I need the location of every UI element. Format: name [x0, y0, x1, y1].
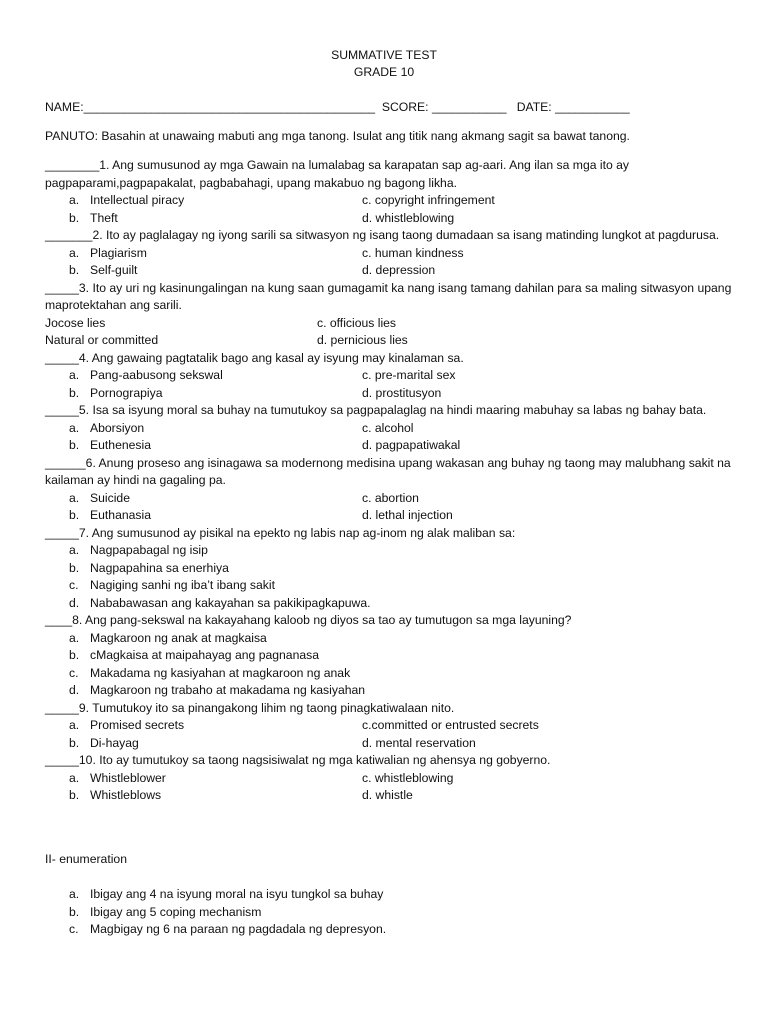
option-letter: a. [69, 630, 80, 645]
option-text: Plagiarism [90, 245, 147, 260]
item-text: Magbigay ng 6 na paraan ng pagdadala ng depresyon. [90, 922, 387, 936]
option-letter: a. [69, 543, 80, 557]
option-c[interactable] [362, 192, 662, 210]
name-field[interactable]: NAME:___________________________________________ [45, 100, 376, 114]
option-letter: b. [69, 560, 80, 575]
option-letter: b. [69, 788, 80, 802]
option-text: c. pre-marital sex [362, 368, 456, 382]
option-a[interactable] [45, 245, 362, 263]
option-b[interactable] [45, 507, 362, 525]
option-letter: a. [69, 718, 80, 732]
answer-options [45, 630, 735, 700]
option-b[interactable] [45, 647, 665, 665]
option-c[interactable] [362, 717, 662, 735]
option-d[interactable] [362, 507, 662, 525]
question-2 [45, 227, 735, 280]
option-letter: b. [69, 438, 80, 452]
option-text: Nagpapabagal ng isip [90, 543, 208, 557]
option-c[interactable] [45, 577, 665, 595]
score-field[interactable]: SCORE: ___________ [381, 100, 507, 114]
option-letter: a. [69, 420, 80, 435]
option-text: c. alcohol [362, 420, 414, 435]
option-d[interactable] [45, 682, 665, 700]
question-text: _____3. Ito ay uri ng kasinungalingan na kung saan gumagamit ka nang isang tamang dahilan para sa maling sitwasyon upang maprotektahan ang sarili. [45, 280, 732, 312]
option-letter: a. [69, 770, 80, 785]
option-a[interactable] [45, 490, 362, 508]
option-text: Suicide [90, 490, 130, 505]
option-text: Promised secrets [90, 718, 185, 732]
option-letter: a. [69, 490, 80, 505]
item-text: Ibigay ang 5 coping mechanism [90, 904, 262, 919]
option-letter: b. [69, 648, 80, 662]
question-text: _____7. Ang sumusunod ay pisikal na epekto ng labis nap ag-inom ng alak maliban sa: [45, 525, 516, 540]
option-d[interactable] [362, 735, 662, 753]
option-text: cMagkaisa at maipahayag ang pagnanasa [90, 648, 320, 662]
question-4 [45, 350, 735, 403]
option-text: Di-hayag [90, 735, 139, 750]
question-text: ______6. Anung proseso ang isinagawa sa modernong medisina upang wakasan ang buhay ng taong may malubhang sakit na kailaman ay hindi na gagaling pa. [45, 455, 731, 487]
enumeration-item [69, 921, 729, 939]
question-1 [45, 157, 735, 227]
question-text: _____10. Ito ay tumutukoy sa taong nagsisiwalat ng mga katiwalian ng ahensya ng gobyerno. [45, 753, 551, 767]
option-b[interactable] [45, 787, 362, 805]
question-text: _____5. Isa sa isyung moral sa buhay na tumutukoy sa pagpapalaglag na hindi maaring mabuhay sa labas ng bahay bata. [45, 403, 707, 417]
option-letter: a. [69, 368, 80, 382]
option-letter: b. [69, 508, 80, 522]
option-c[interactable] [45, 665, 665, 683]
option-a[interactable] [45, 630, 665, 648]
option-text: d. lethal injection [362, 508, 453, 522]
option-letter: a. [69, 245, 80, 260]
question-9 [45, 700, 735, 753]
option-letter: c. [69, 665, 79, 680]
answer-options [45, 770, 735, 805]
question-list [45, 157, 735, 805]
option-text: d. mental reservation [362, 735, 476, 750]
student-info-line [45, 99, 735, 117]
option-a[interactable] [45, 420, 362, 438]
option-text: d. whistleblowing [362, 210, 455, 225]
option-text: d. pagpapatiwakal [362, 438, 461, 452]
option-text: d. pernicious lies [317, 333, 408, 347]
question-text: _______2. Ito ay paglalagay ng iyong sarili sa sitwasyon ng isang taong dumadaan sa isang matinding lungkot at pagdurusa. [45, 228, 720, 242]
question-6 [45, 455, 735, 525]
option-letter: c. [69, 578, 79, 592]
option-b[interactable] [45, 560, 665, 578]
date-field[interactable]: DATE: ___________ [516, 100, 630, 114]
option-text: c.committed or entrusted secrets [362, 718, 539, 732]
option-b[interactable] [45, 332, 317, 350]
answer-options [45, 367, 735, 402]
option-text: c. copyright infringement [362, 193, 495, 207]
option-text: Intellectual piracy [90, 193, 185, 207]
option-text: Nababawasan ang kakayahan sa pakikipagkapuwa. [90, 595, 371, 610]
question-text: _____4. Ang gawaing pagtatalik bago ang kasal ay isyung may kinalaman sa. [45, 350, 464, 365]
option-text: Nagiging sanhi ng iba’t ibang sakit [90, 578, 275, 592]
answer-options [45, 490, 735, 525]
option-text: c. abortion [362, 490, 419, 505]
question-10 [45, 752, 735, 805]
option-b[interactable] [45, 210, 362, 228]
part2-heading: II- enumeration [45, 852, 127, 866]
question-7 [45, 525, 735, 613]
option-text: Whistleblower [90, 770, 166, 785]
question-text: _____9. Tumutukoy ito sa pinangakong lihim ng taong pinagkatiwalaan nito. [45, 700, 455, 715]
option-d[interactable] [362, 787, 662, 805]
option-c[interactable] [362, 367, 662, 385]
question-5 [45, 402, 735, 455]
answer-options [45, 717, 735, 752]
option-text: Whistleblows [90, 788, 162, 802]
option-text: Self-guilt [90, 263, 138, 277]
option-a[interactable] [45, 542, 665, 560]
option-text: Jocose lies [45, 315, 106, 330]
option-text: Nagpapahina sa enerhiya [90, 560, 229, 575]
option-text: Pornograpiya [90, 385, 163, 400]
title-block [0, 47, 768, 81]
answer-options [45, 245, 735, 280]
option-letter: b. [69, 735, 80, 750]
question-3 [45, 280, 735, 350]
option-d[interactable] [362, 385, 662, 403]
item-letter: a. [69, 887, 80, 901]
option-b[interactable] [45, 437, 362, 455]
option-text: d. prostitusyon [362, 385, 442, 400]
option-text: Natural or committed [45, 333, 159, 347]
enumeration-list [69, 886, 729, 939]
option-text: Euthenesia [90, 438, 151, 452]
answer-options [45, 315, 735, 350]
option-text: Magkaroon ng anak at magkaisa [90, 630, 267, 645]
option-d[interactable] [362, 262, 662, 280]
option-text: d. whistle [362, 788, 413, 802]
option-d[interactable] [362, 210, 662, 228]
option-text: Euthanasia [90, 508, 151, 522]
option-c[interactable] [362, 245, 662, 263]
answer-options [45, 542, 735, 612]
option-text: Pang-aabusong sekswal [90, 368, 223, 382]
directions: PANUTO: Basahin at unawaing mabuti ang mga tanong. Isulat ang titik nang akmang sagit sa bawat tanong. [45, 129, 630, 143]
answer-options [45, 192, 735, 227]
option-letter: b. [69, 210, 80, 225]
option-letter: d. [69, 683, 80, 697]
option-text: Theft [90, 210, 118, 225]
option-text: Makadama ng kasiyahan at magkaroon ng anak [90, 665, 351, 680]
option-a[interactable] [45, 367, 362, 385]
option-a[interactable] [45, 192, 362, 210]
question-text: ____8. Ang pang-sekswal na kakayahang kaloob ng diyos sa tao ay tumutugon sa mga layuning? [45, 613, 572, 627]
enumeration-item [69, 886, 729, 904]
question-8 [45, 612, 735, 700]
option-a[interactable] [45, 315, 317, 333]
enumeration-item [69, 904, 729, 922]
item-letter: c. [69, 922, 79, 936]
option-d[interactable] [45, 595, 665, 613]
option-letter: d. [69, 595, 80, 610]
option-text: Aborsiyon [90, 420, 145, 435]
option-c[interactable] [362, 770, 662, 788]
option-text: Magkaroon ng trabaho at makadama ng kasiyahan [90, 683, 366, 697]
option-d[interactable] [317, 332, 617, 350]
option-text: c. whistleblowing [362, 770, 454, 785]
question-text: ________1. Ang sumusunod ay mga Gawain na lumalabag sa karapatan sap ag-aari. Ang ilan sa mga ito ay pagpaparami,pagpapakalat, pagbabahagi, upang makabuo ng bagong likha. [45, 158, 630, 190]
item-letter: b. [69, 904, 80, 919]
option-b[interactable] [45, 385, 362, 403]
option-a[interactable] [45, 770, 362, 788]
option-text: d. depression [362, 263, 436, 277]
option-c[interactable] [362, 490, 662, 508]
option-letter: a. [69, 193, 80, 207]
option-text: c. human kindness [362, 245, 464, 260]
option-b[interactable] [45, 262, 362, 280]
option-a[interactable] [45, 717, 362, 735]
option-c[interactable] [362, 420, 662, 438]
test-title: SUMMATIVE TEST [331, 48, 437, 62]
option-c[interactable] [317, 315, 617, 333]
answer-options [45, 420, 735, 455]
option-letter: b. [69, 263, 80, 277]
option-d[interactable] [362, 437, 662, 455]
option-letter: b. [69, 385, 80, 400]
grade-level: GRADE 10 [353, 65, 415, 79]
item-text: Ibigay ang 4 na isyung moral na isyu tungkol sa buhay [90, 887, 384, 901]
option-b[interactable] [45, 735, 362, 753]
option-text: c. officious lies [317, 315, 397, 330]
